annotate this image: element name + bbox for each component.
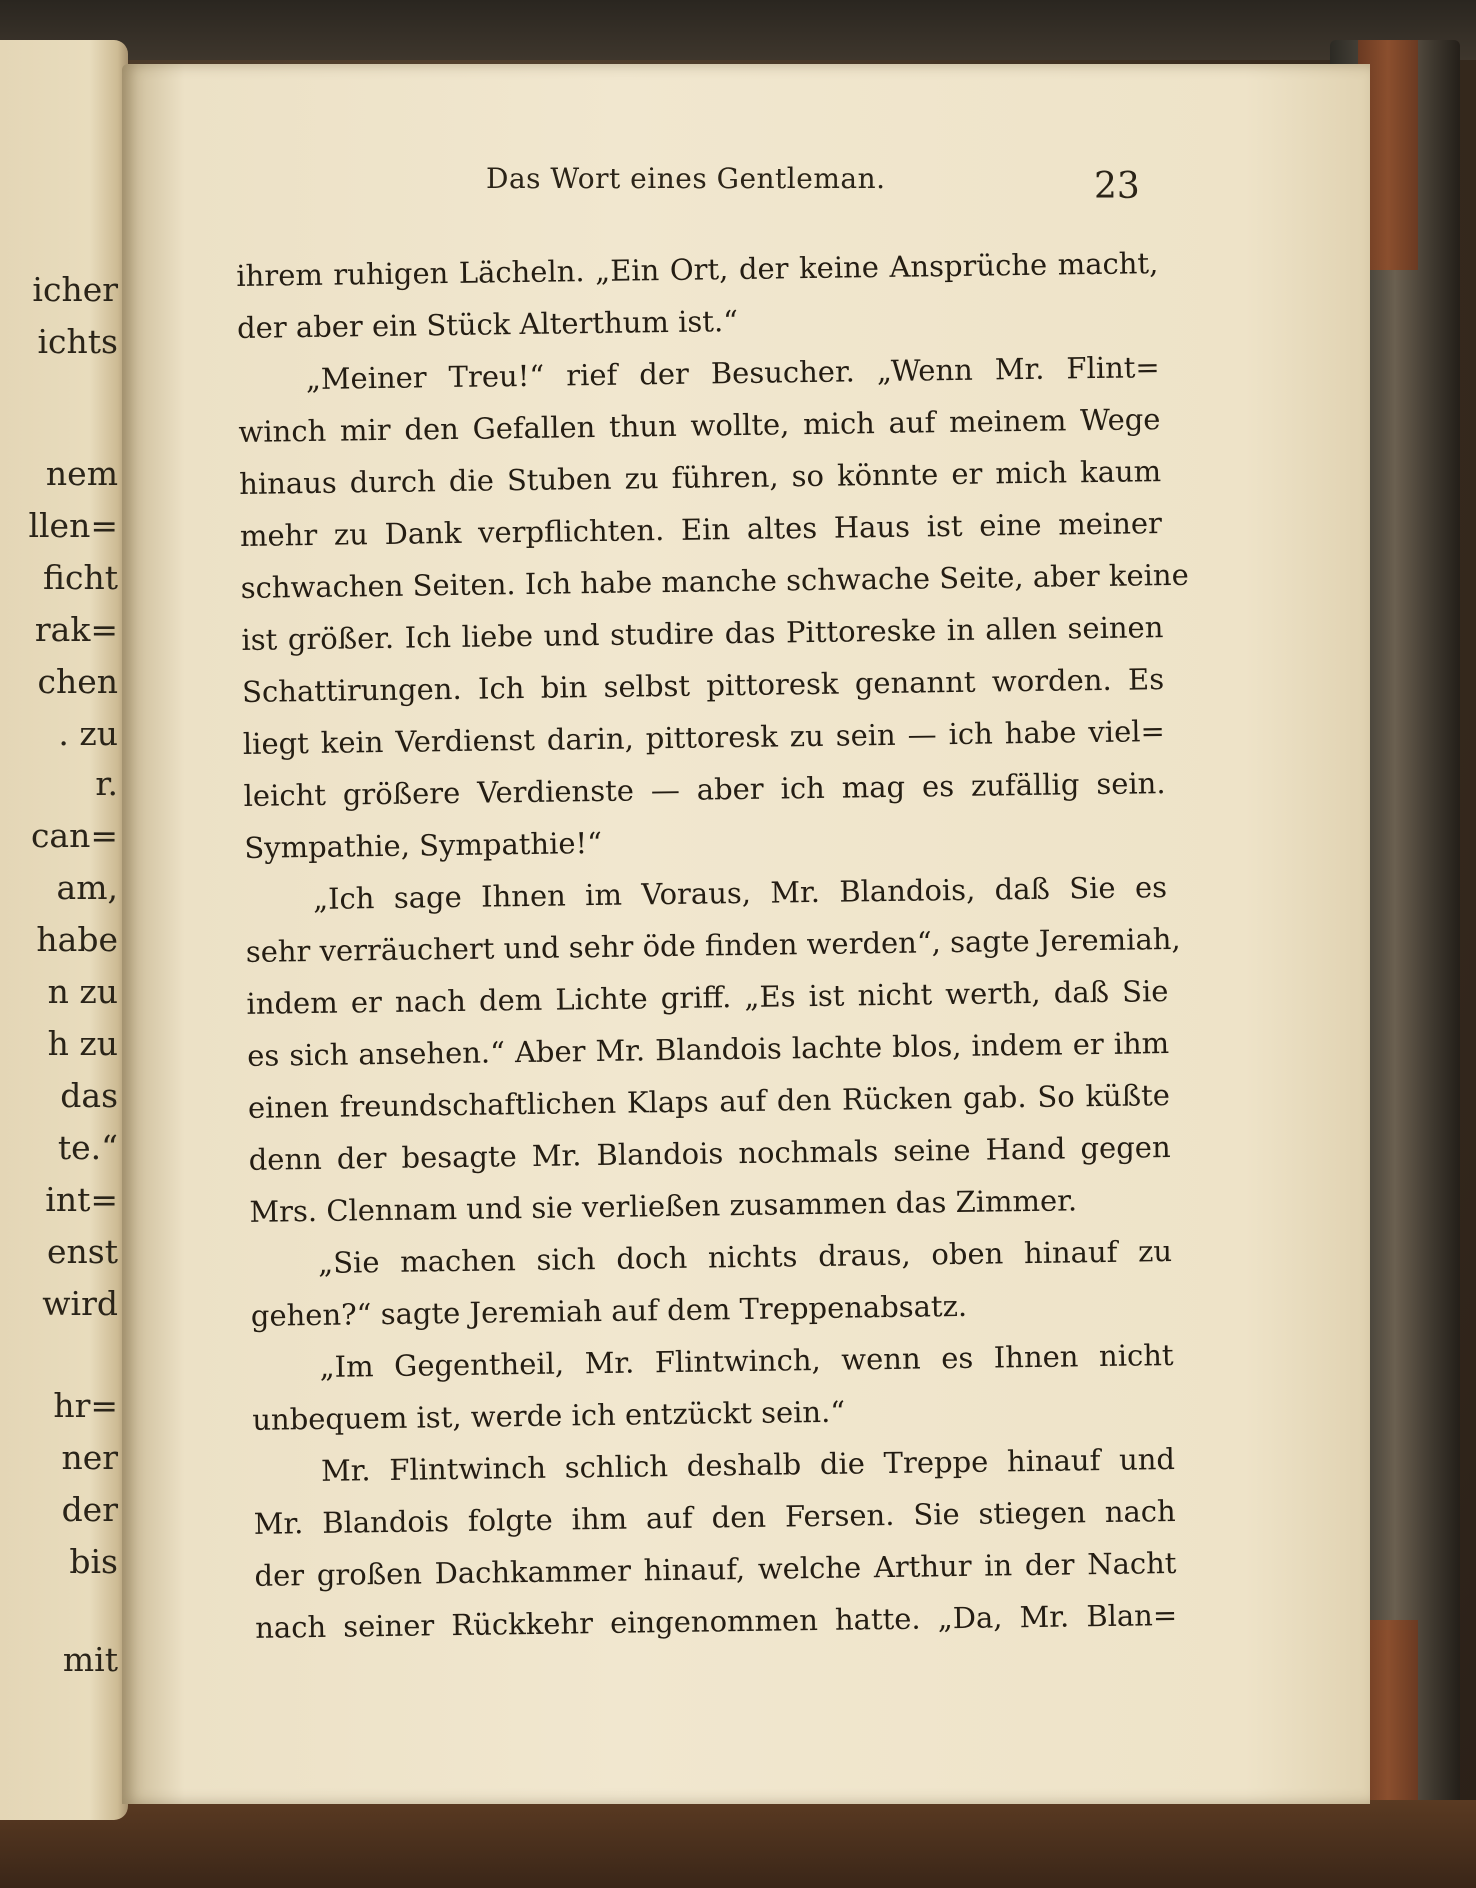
left-edge-fragment: habe [36, 920, 118, 959]
book-cover-bottom [0, 1800, 1476, 1888]
left-edge-fragment: h zu [47, 1024, 118, 1063]
left-edge-fragment: chen [37, 662, 118, 701]
text-line: Sympathie, Sympathie!“ [244, 825, 603, 865]
text-line: ihrem ruhigen Lächeln. „Ein Ort, der keine Ansprüche macht, [236, 246, 1159, 293]
text-line: sehr verräuchert und sehr öde finden werden“, sagte Jeremiah, [245, 921, 1181, 969]
text-line: denn der besagte Mr. Blandois nochmals seine Hand gegen [248, 1130, 1171, 1177]
text-line: „Sie machen sich doch nichts draus, oben hinauf zu [317, 1234, 1173, 1280]
text-line: leicht größere Verdienste — aber ich mag es zufällig sein. [243, 766, 1166, 813]
text-line: schwachen Seiten. Ich habe manche schwache Seite, aber keine [240, 557, 1189, 605]
left-edge-fragment: das [60, 1076, 118, 1115]
left-edge-fragment: enst [47, 1232, 118, 1271]
left-edge-fragment: mit [62, 1640, 118, 1679]
left-edge-fragment: wird [42, 1284, 118, 1323]
text-line: Mr. Flintwinch schlich deshalb die Treppe hinauf und [320, 1442, 1176, 1488]
text-line: einen freundschaftlichen Klaps auf den Rücken gab. So küßte [247, 1078, 1171, 1125]
text-line: unbequem ist, werde ich entzückt sein.“ [252, 1394, 846, 1437]
text-line: Mrs. Clennam und sie verließen zusammen das Zimmer. [249, 1183, 1078, 1229]
text-line: gehen?“ sagte Jeremiah auf dem Treppenabsatz. [250, 1288, 968, 1333]
text-line: Schattirungen. Ich bin selbst pittoresk genannt worden. Es [241, 662, 1165, 709]
page-number: 23 [1094, 166, 1140, 207]
left-edge-fragment: icher [32, 270, 118, 309]
left-edge-fragment: . zu [58, 714, 118, 753]
left-edge-fragment: llen= [28, 506, 118, 545]
left-edge-fragment: can= [30, 816, 118, 855]
left-edge-fragment: am, [56, 868, 118, 907]
body-text [236, 237, 1189, 1654]
text-line: es sich ansehen.“ Aber Mr. Blandois lachte blos, indem er ihm [247, 1026, 1170, 1073]
left-edge-fragment: n zu [47, 972, 118, 1011]
left-edge-fragment: ner [61, 1438, 118, 1477]
text-line: „Meiner Treu!“ rief der Besucher. „Wenn Mr. Flint= [305, 350, 1160, 397]
text-line: der großen Dachkammer hinauf, welche Arthur in der Nacht [254, 1545, 1177, 1593]
left-edge-fragment: bis [69, 1542, 118, 1581]
left-edge-fragment: te.“ [57, 1128, 118, 1167]
text-line: nach seiner Rückkehr eingenommen hatte. „Da, Mr. Blan= [255, 1597, 1178, 1645]
left-page-edge [0, 40, 128, 1820]
text-line: „Ich sage Ihnen im Voraus, Mr. Blandois, daß Sie es [312, 870, 1168, 916]
left-edge-fragment: r. [95, 764, 118, 803]
left-edge-fragment: int= [45, 1180, 118, 1219]
text-line: ist größer. Ich liebe und studire das Pittoreske in allen seinen [241, 610, 1164, 657]
text-line: der aber ein Stück Alterthum ist.“ [236, 303, 739, 345]
left-edge-fragment: ichts [37, 322, 118, 361]
text-line: liegt kein Verdienst darin, pittoresk zu sein — ich habe viel= [242, 714, 1166, 761]
left-edge-fragment: der [61, 1490, 118, 1529]
running-head: Das Wort eines Gentleman. [486, 162, 886, 195]
text-line: indem er nach dem Lichte griff. „Es ist nicht werth, daß Sie [246, 974, 1169, 1021]
text-line: „Im Gegentheil, Mr. Flintwinch, wenn es Ihnen nicht [319, 1338, 1174, 1384]
left-edge-fragment: nem [45, 454, 118, 493]
text-line: hinaus durch die Stuben zu führen, so könnte er mich kaum [239, 454, 1162, 501]
text-line: Mr. Blandois folgte ihm auf den Fersen. Sie stiegen nach [253, 1494, 1176, 1541]
book-cover-top [0, 0, 1476, 60]
text-line: mehr zu Dank verpflichten. Ein altes Haus ist eine meiner [239, 506, 1163, 553]
text-line: winch mir den Gefallen thun wollte, mich auf meinem Wege [238, 402, 1161, 449]
left-edge-fragment: ficht [42, 558, 118, 597]
left-edge-fragment: hr= [53, 1386, 118, 1425]
left-edge-fragment: rak= [34, 610, 118, 649]
